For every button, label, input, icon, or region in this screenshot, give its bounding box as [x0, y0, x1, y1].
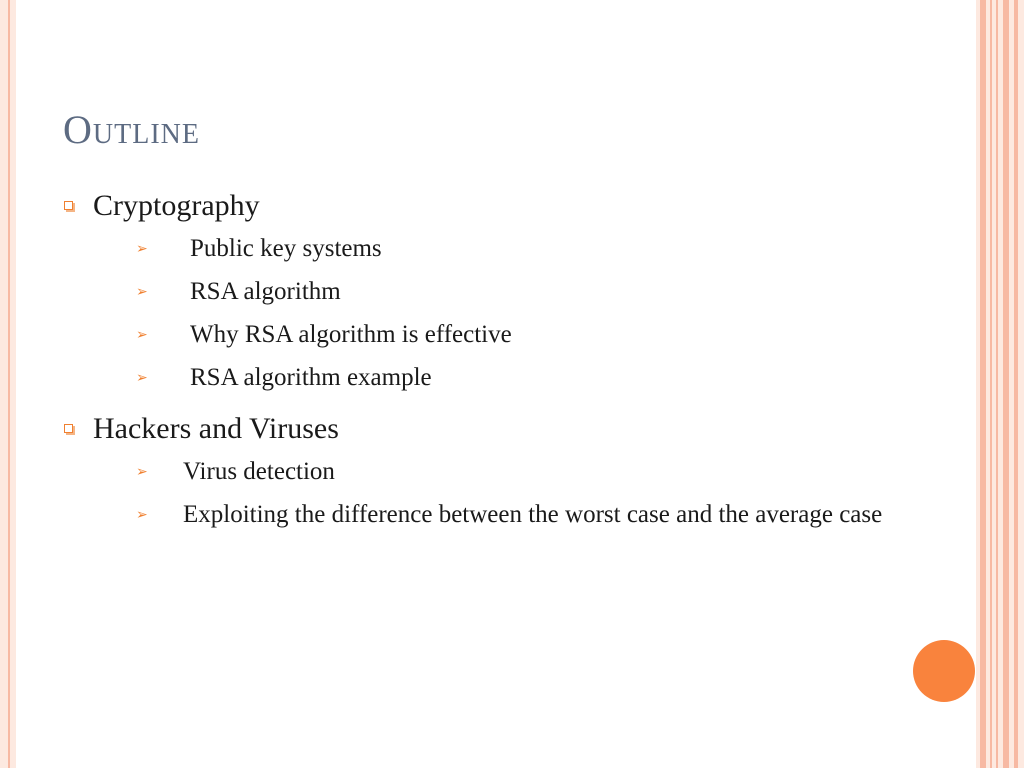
bullet-section-cryptography [63, 187, 929, 396]
hollow-square-bullet-icon [64, 424, 73, 433]
hollow-square-bullet-icon [64, 201, 73, 210]
sub-bullet-text: Why RSA algorithm is effective [190, 321, 512, 348]
slide-title: Outline [63, 107, 200, 152]
arrowhead-bullet-icon: ➢ [136, 507, 148, 523]
sub-bullet-item [93, 497, 929, 533]
sub-bullet-list [93, 231, 929, 396]
section-label: Hackers and Viruses [93, 412, 339, 445]
left-border-rule [8, 0, 10, 768]
sub-bullet-text: RSA algorithm [190, 278, 341, 305]
right-border-stripe [1014, 0, 1018, 768]
arrowhead-bullet-icon: ➢ [136, 464, 148, 480]
right-border-stripe [980, 0, 986, 768]
right-border-stripe [1003, 0, 1009, 768]
sub-bullet-item [93, 317, 929, 353]
bullet-section-hackers-and-viruses [63, 410, 929, 533]
sub-bullet-text: RSA algorithm example [190, 364, 432, 391]
arrowhead-bullet-icon: ➢ [136, 284, 148, 300]
sub-bullet-item [93, 360, 929, 396]
section-label: Cryptography [93, 189, 260, 222]
sub-bullet-item [93, 454, 929, 490]
sub-bullet-text: Virus detection [183, 458, 335, 485]
arrowhead-bullet-icon: ➢ [136, 241, 148, 257]
arrowhead-bullet-icon: ➢ [136, 327, 148, 343]
right-border-stripe [996, 0, 998, 768]
right-border-stripe [990, 0, 992, 768]
bullet-list [63, 187, 929, 540]
decorative-circle [913, 640, 975, 702]
sub-bullet-item [93, 274, 929, 310]
arrowhead-bullet-icon: ➢ [136, 370, 148, 386]
sub-bullet-item [93, 231, 929, 267]
sub-bullet-text: Public key systems [190, 235, 382, 262]
sub-bullet-list [93, 454, 929, 533]
sub-bullet-text: Exploiting the difference between the worst case and the average case [183, 501, 883, 528]
